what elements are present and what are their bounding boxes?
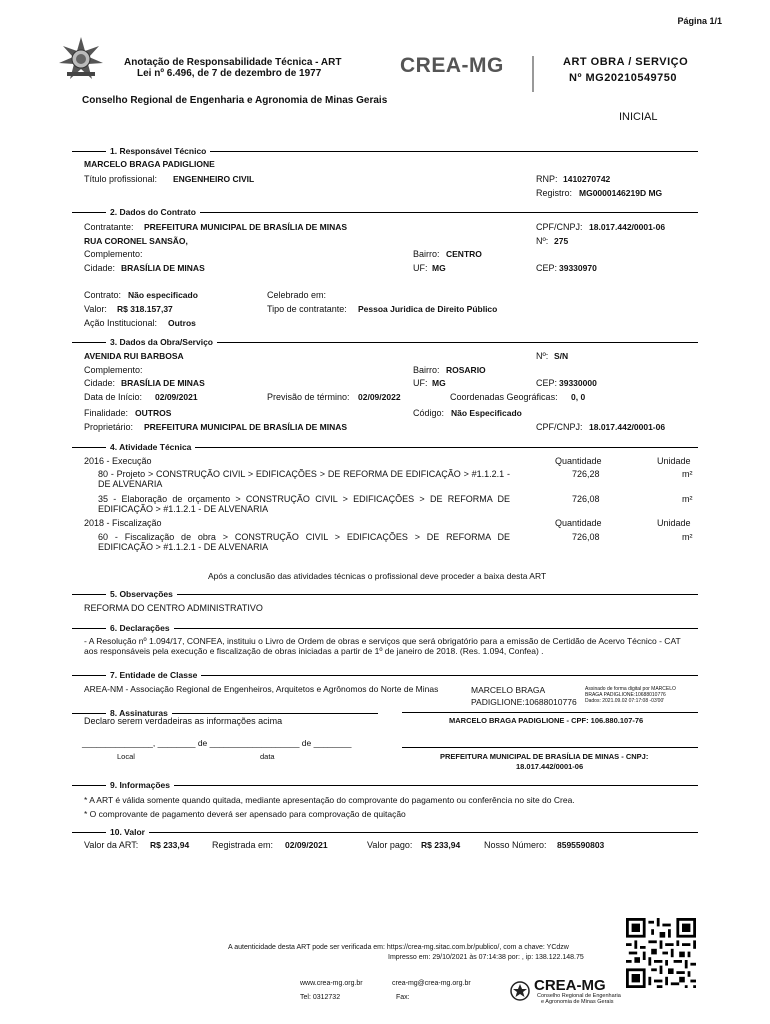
- brasil-coat-of-arms-icon: [58, 36, 104, 82]
- previsao-label: Previsão de término:: [267, 392, 350, 402]
- obra-cpf-value: 18.017.442/0001-06: [589, 422, 666, 432]
- digital-sig-name-1: MARCELO BRAGA: [471, 685, 546, 695]
- digital-sig-info-3: Dados: 2021.09.02 07:17:08 -03'00': [585, 698, 665, 704]
- obra-cpf-label: CPF/CNPJ:: [536, 422, 583, 432]
- digital-sig-name-2: PADIGLIONE:10688010776: [471, 697, 577, 707]
- rnp-label: RNP:: [536, 174, 558, 184]
- printed-text: Impresso em: 29/10/2021 às 07:14:38 por: , ip: 138.122.148.75: [388, 954, 584, 961]
- footer-fax: Fax:: [396, 994, 410, 1001]
- art-title: ART OBRA / SERVIÇO: [563, 56, 689, 68]
- observacoes-text: REFORMA DO CENTRO ADMINISTRATIVO: [84, 603, 263, 613]
- section-4-header: 4. Atividade Técnica: [72, 441, 698, 453]
- section-8-header: 8. Assinaturas: [72, 707, 378, 719]
- date-place-line: _______________, ________ de ___________________ de ________: [82, 738, 352, 748]
- page-number: Página 1/1: [677, 16, 722, 26]
- section-6-header: 6. Declarações: [72, 622, 698, 634]
- professional-signature-name: MARCELO BRAGA PADIGLIONE - CPF: 106.880.107-76: [449, 716, 644, 725]
- quantidade-header: Quantidade: [555, 456, 602, 466]
- professional-signature-line: [402, 712, 698, 713]
- valor-label: Valor:: [84, 304, 107, 314]
- finalidade-value: OUTROS: [135, 408, 172, 418]
- obra-cidade-value: BRASÍLIA DE MINAS: [121, 378, 205, 388]
- authenticity-text: A autenticidade desta ART pode ser verificada em: https://crea-mg.sitac.com.br/publico/, com a chave: YCdzw: [228, 944, 569, 951]
- contrato-cpf-label: CPF/CNPJ:: [536, 222, 583, 232]
- header-divider: [532, 56, 534, 92]
- atividade-item-3: 60 - Fiscalização de obra > CONSTRUÇÃO CIVIL > EDIFICAÇÕES > DE REFORMA DE EDIFICAÇÃO > #1.1.2.1 - DE ALVENARIA: [98, 532, 510, 552]
- footer-brand-sub-1: Conselho Regional de Engenharia: [537, 993, 621, 999]
- valor-art-label: Valor da ART:: [84, 840, 139, 850]
- valor-value: R$ 318.157,37: [117, 304, 173, 314]
- atividade-item-3-qtd: 726,08: [572, 532, 600, 542]
- contrato-cidade-value: BRASÍLIA DE MINAS: [121, 263, 205, 273]
- obra-rua: AVENIDA RUI BARBOSA: [84, 351, 184, 361]
- contrato-label: Contrato:: [84, 290, 122, 300]
- valor-pago-label: Valor pago:: [367, 840, 413, 850]
- footer-brand-sub-2: e Agronomia de Minas Gerais: [541, 999, 614, 1005]
- previsao-value: 02/09/2022: [358, 392, 401, 402]
- brand-logo: CREA-MG: [400, 54, 504, 77]
- atividade-grupo-execucao: 2016 - Execução: [84, 456, 152, 466]
- contrato-complemento-label: Complemento:: [84, 249, 143, 259]
- acao-label: Ação Institucional:: [84, 318, 158, 328]
- contractor-signature-line: [402, 747, 698, 748]
- codigo-value: Não Especificado: [451, 408, 522, 418]
- atividade-item-2-qtd: 726,08: [572, 494, 600, 504]
- art-number: Nº MG20210549750: [569, 72, 678, 84]
- obra-num-label: Nº:: [536, 351, 549, 361]
- section-9-header: 9. Informações: [72, 779, 698, 791]
- section-1-header: 1. Responsável Técnico: [72, 145, 698, 157]
- informacoes-line-2: * O comprovante de pagamento deverá ser apensado para comprovação de quitação: [84, 809, 406, 819]
- registro-label: Registro:: [536, 188, 573, 198]
- finalidade-label: Finalidade:: [84, 408, 129, 418]
- registrada-value: 02/09/2021: [285, 840, 328, 850]
- tipo-contratante-value: Pessoa Juridica de Direito Público: [358, 304, 498, 314]
- atividade-item-1-qtd: 726,28: [572, 469, 600, 479]
- declaro-text: Declaro serem verdadeiras as informações acima: [84, 716, 283, 726]
- obra-uf-value: MG: [432, 378, 446, 388]
- section-10-header: 10. Valor: [72, 826, 698, 838]
- section-7-header: 7. Entidade de Classe: [72, 669, 698, 681]
- atividade-item-2: 35 - Elaboração de orçamento > CONSTRUÇÃO CIVIL > EDIFICAÇÕES > DE REFORMA DE EDIFICAÇÃO > #1.1.2.1 - DE ALVENARIA: [98, 494, 510, 514]
- contrato-num-value: 275: [554, 236, 569, 246]
- contrato-uf-label: UF:: [413, 263, 428, 273]
- contratante-label: Contratante:: [84, 222, 134, 232]
- footer-brand: CREA-MG: [534, 977, 606, 994]
- contractor-signature-name: PREFEITURA MUNICIPAL DE BRASÍLIA DE MINAS - CNPJ:: [440, 752, 649, 761]
- art-status: INICIAL: [619, 111, 658, 123]
- qr-code-icon: [626, 918, 696, 988]
- contrato-bairro-value: CENTRO: [446, 249, 482, 259]
- valor-pago-value: R$ 233,94: [421, 840, 461, 850]
- nosso-numero-label: Nosso Número:: [484, 840, 547, 850]
- header-line2: Lei nº 6.496, de 7 de dezembro de 1977: [137, 68, 322, 79]
- obra-cep-label: CEP:: [536, 378, 558, 388]
- digital-sig-info-2: BRAGA PADIGLIONE:10688010776: [585, 692, 666, 698]
- atividade-item-1: 80 - Projeto > CONSTRUÇÃO CIVIL > EDIFICAÇÕES > DE REFORMA DE EDIFICAÇÃO > #1.1.2.1 - DE ALVENARIA: [98, 469, 510, 489]
- data-label: data: [260, 752, 275, 761]
- local-label: Local: [117, 752, 135, 761]
- contrato-uf-value: MG: [432, 263, 446, 273]
- footer-website[interactable]: www.crea-mg.org.br: [300, 980, 363, 987]
- contrato-value: Não especificado: [128, 290, 198, 300]
- section-2-header: 2. Dados do Contrato: [72, 206, 698, 218]
- proprietario-label: Proprietário:: [84, 422, 134, 432]
- footer-tel: Tel: 0312732: [300, 994, 341, 1001]
- digital-sig-info-1: Assinado de forma digital por MARCELO: [585, 686, 676, 692]
- unidade-header: Unidade: [657, 456, 691, 466]
- section-3-header: 3. Dados da Obra/Serviço: [72, 336, 698, 348]
- atividade-grupo-fiscalizacao: 2018 - Fiscalização: [84, 518, 162, 528]
- obra-num-value: S/N: [554, 351, 569, 361]
- unidade-header-2: Unidade: [657, 518, 691, 528]
- responsavel-name: MARCELO BRAGA PADIGLIONE: [84, 159, 215, 169]
- obra-cidade-label: Cidade:: [84, 378, 116, 388]
- titulo-value: ENGENHEIRO CIVIL: [173, 174, 255, 184]
- crea-emblem-icon: [510, 981, 530, 1001]
- contrato-cpf-value: 18.017.442/0001-06: [589, 222, 666, 232]
- atividade-item-3-unid: m²: [682, 532, 693, 542]
- contrato-cidade-label: Cidade:: [84, 263, 116, 273]
- valor-art-value: R$ 233,94: [150, 840, 190, 850]
- nosso-numero-value: 8595590803: [557, 840, 605, 850]
- codigo-label: Código:: [413, 408, 445, 418]
- header-line1: Anotação de Responsabilidade Técnica - ART: [124, 57, 342, 68]
- section-5-header: 5. Observações: [72, 588, 698, 600]
- inicio-value: 02/09/2021: [155, 392, 198, 402]
- acao-value: Outros: [168, 318, 196, 328]
- quantidade-header-2: Quantidade: [555, 518, 602, 528]
- contrato-rua: RUA CORONEL SANSÃO,: [84, 236, 188, 246]
- obra-bairro-value: ROSARIO: [446, 365, 486, 375]
- footer-email[interactable]: crea-mg@crea-mg.org.br: [392, 980, 471, 987]
- registro-value: MG0000146219D MG: [579, 188, 663, 198]
- atividade-note: Após a conclusão das atividades técnicas o profissional deve proceder a baixa desta ART: [208, 571, 547, 581]
- atividade-item-1-unid: m²: [682, 469, 693, 479]
- celebrado-label: Celebrado em:: [267, 290, 327, 300]
- coord-value: 0, 0: [571, 392, 586, 402]
- obra-uf-label: UF:: [413, 378, 428, 388]
- contratante-value: PREFEITURA MUNICIPAL DE BRASÍLIA DE MINAS: [144, 222, 348, 232]
- inicio-label: Data de Início:: [84, 392, 143, 402]
- contrato-cep-value: 39330970: [559, 263, 597, 273]
- rnp-value: 1410270742: [563, 174, 611, 184]
- obra-cep-value: 39330000: [559, 378, 597, 388]
- titulo-label: Título profissional:: [84, 174, 158, 184]
- registrada-label: Registrada em:: [212, 840, 274, 850]
- declaracoes-text: - A Resolução nº 1.094/17, CONFEA, instituiu o Livro de Ordem de obras e serviços que será obrigatório para a emissão de Certidão de Acervo Técnico - CAT aos responsáveis pela execução e fiscalização de obras iniciadas a partir de 1º de janeiro de 2018. (Res. 1.094, Confea) .: [84, 636, 681, 656]
- obra-complemento-label: Complemento:: [84, 365, 143, 375]
- entidade-classe-text: AREA-NM - Associação Regional de Engenheiros, Arquitetos e Agrônomos do Norte de Minas: [84, 684, 439, 694]
- atividade-item-2-unid: m²: [682, 494, 693, 504]
- contrato-num-label: Nº:: [536, 236, 549, 246]
- contrato-bairro-label: Bairro:: [413, 249, 440, 259]
- tipo-contratante-label: Tipo de contratante:: [267, 304, 347, 314]
- informacoes-line-1: * A ART é válida somente quando quitada, mediante apresentação do comprovante do pagamento ou conferência no site do Crea.: [84, 795, 575, 805]
- council-name: Conselho Regional de Engenharia e Agronomia de Minas Gerais: [82, 95, 388, 106]
- contrato-cep-label: CEP:: [536, 263, 558, 273]
- contractor-signature-cnpj: 18.017.442/0001-06: [516, 762, 584, 771]
- coord-label: Coordenadas Geográficas:: [450, 392, 558, 402]
- proprietario-value: PREFEITURA MUNICIPAL DE BRASÍLIA DE MINAS: [144, 422, 348, 432]
- obra-bairro-label: Bairro:: [413, 365, 440, 375]
